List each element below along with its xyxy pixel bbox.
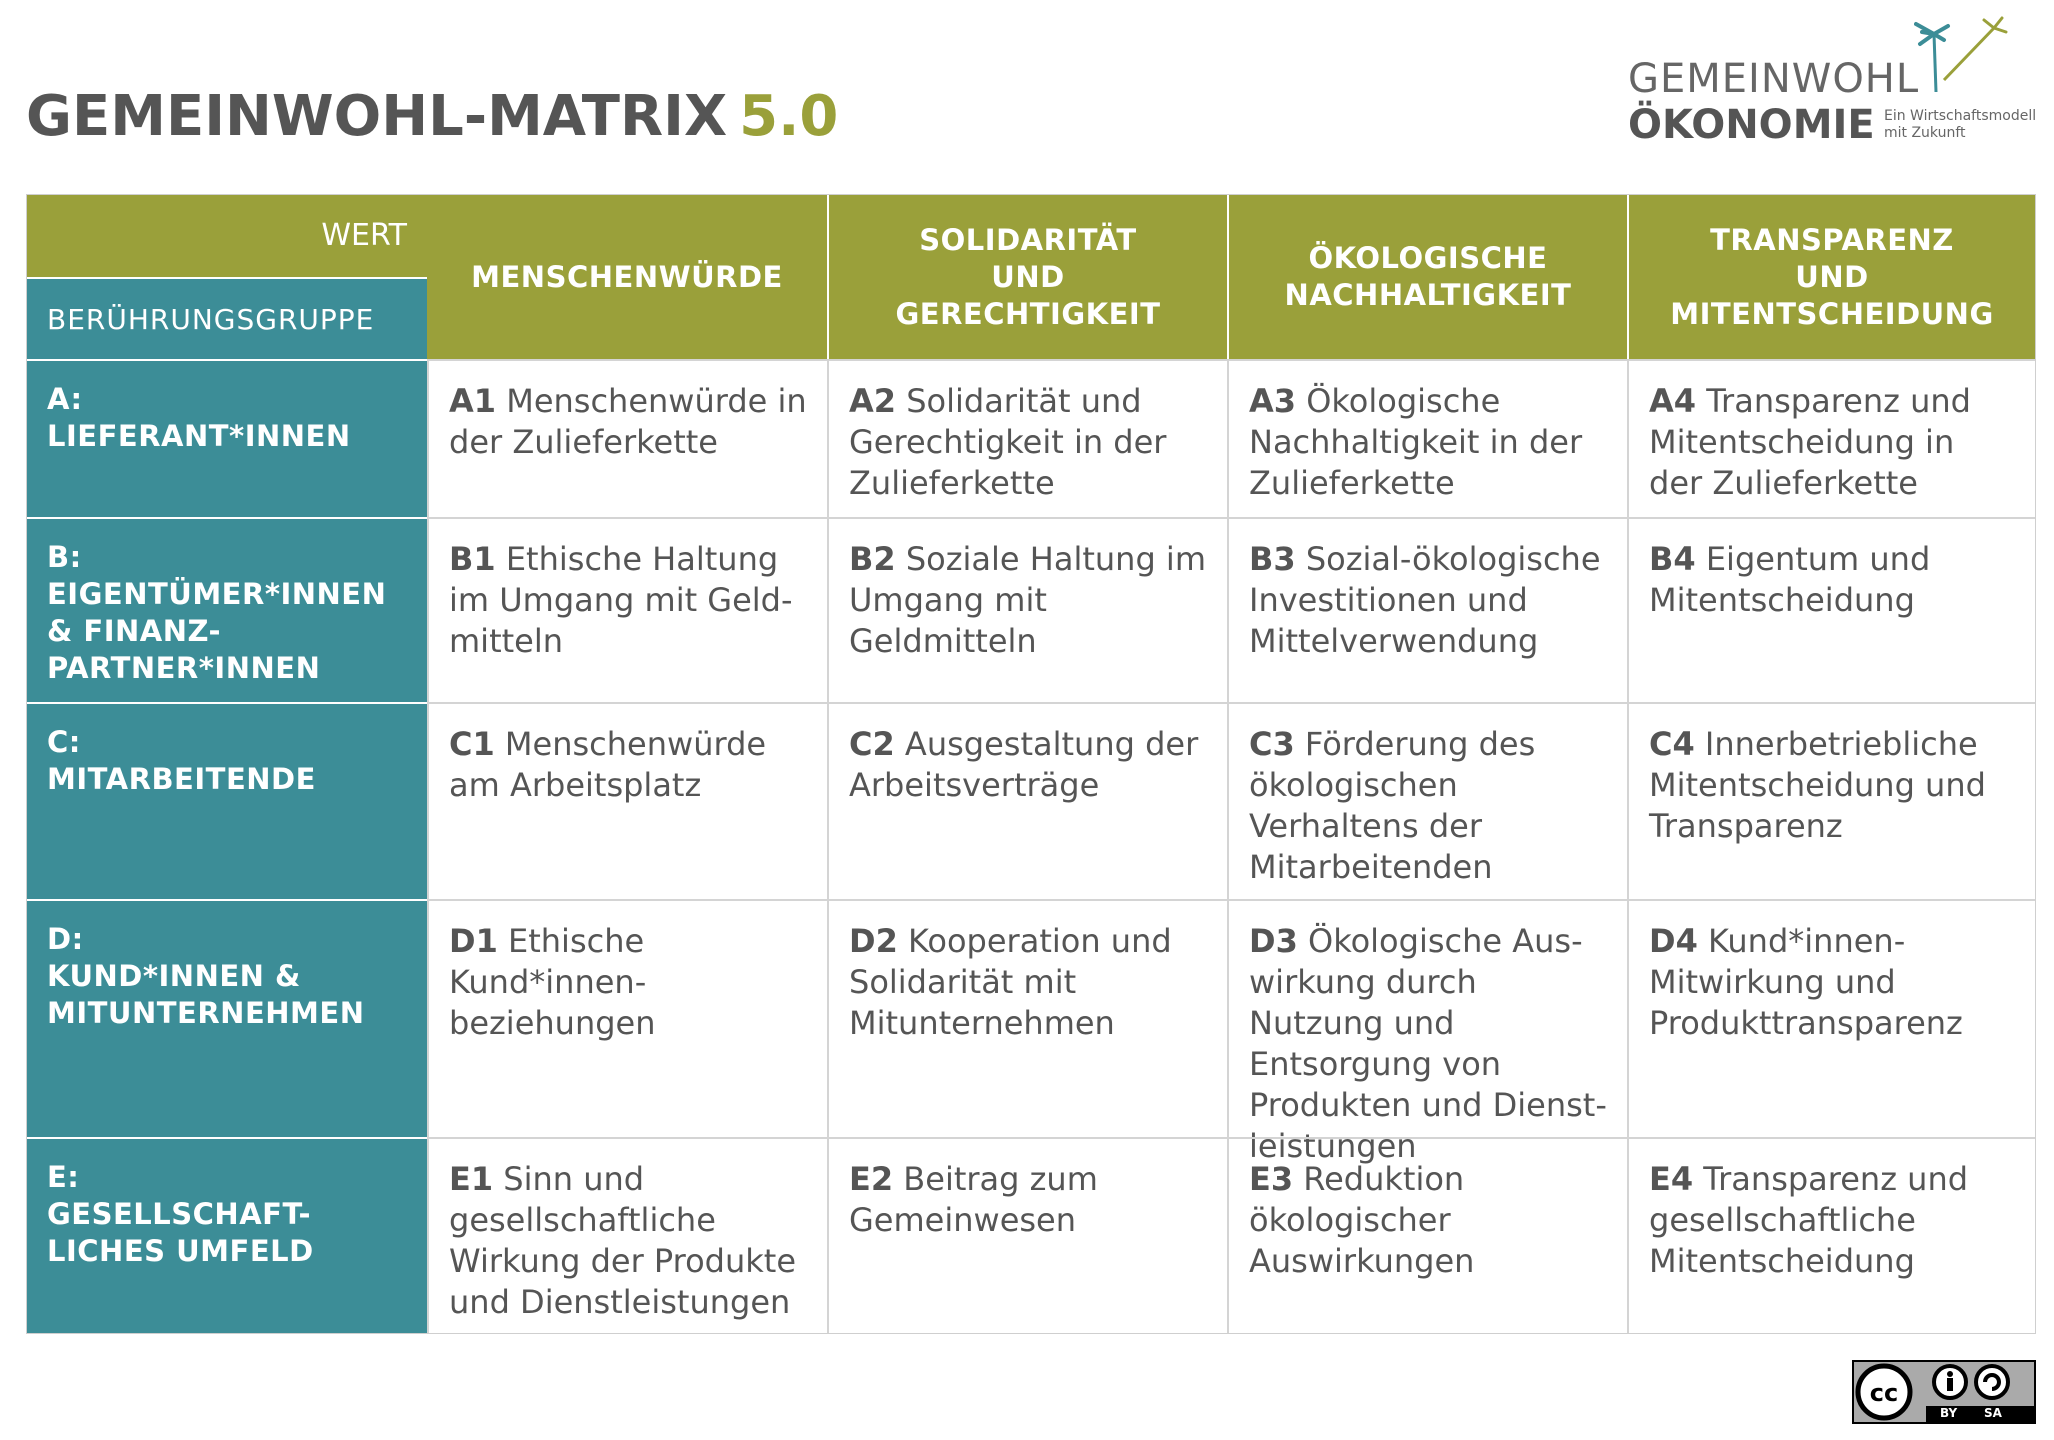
page-title (26, 84, 838, 149)
group-code: C: (47, 725, 81, 759)
cell-text: Menschenwürde in der Zulieferkette (449, 382, 807, 461)
group-row-header-e (27, 1137, 427, 1333)
cell-code: E4 (1649, 1160, 1694, 1198)
cell-code: E3 (1249, 1160, 1294, 1198)
value-header-4 (1627, 195, 2035, 359)
cell-text: Kooperation und Solidarität mit Mitunternehmen (849, 922, 1172, 1042)
group-code: A: (47, 382, 83, 416)
value-header-2 (827, 195, 1227, 359)
logo-tagline-2: mit Zukunft (1884, 125, 1966, 141)
group-label: LIEFERANT*INNEN (47, 419, 351, 453)
cell-text: Innerbetriebliche Mitentscheidung und Transparenz (1649, 725, 1986, 845)
group-label: GESELLSCHAFT-LICHES UMFELD (47, 1197, 314, 1268)
matrix-cell-d2 (827, 899, 1227, 1137)
cell-code: B1 (449, 540, 496, 578)
cell-text: Ökologische Nachhaltigkeit in der Zulieferkette (1249, 382, 1583, 502)
matrix-cell-d1 (427, 899, 827, 1137)
group-label: KUND*INNEN & MITUNTERNEHMEN (47, 959, 365, 1030)
value-header-label: SOLIDARITÄT UND GERECHTIGKEIT (895, 222, 1161, 331)
cc-by-sa-license-badge (1852, 1360, 2036, 1424)
cell-text: Transparenz und Mitentscheidung in der Zulieferkette (1649, 382, 1971, 502)
cell-code: B3 (1249, 540, 1296, 578)
matrix-cell-a1 (427, 359, 827, 517)
group-row-header-c (27, 702, 427, 899)
matrix-cell-a4 (1627, 359, 2035, 517)
cell-text: Sozial-ökologische Investitionen und Mittelverwendung (1249, 540, 1601, 660)
cell-text: Ethische Haltung im Umgang mit Geld-mitteln (449, 540, 793, 660)
group-label: MITARBEITENDE (47, 762, 316, 796)
matrix-cell-d3 (1227, 899, 1627, 1165)
gemeinwohl-logo (1628, 14, 2038, 154)
common-good-matrix (26, 194, 2036, 1334)
value-header-label: TRANSPARENZ UND MITENTSCHEIDUNG (1670, 222, 1994, 331)
value-header-label: MENSCHENWÜRDE (471, 259, 783, 294)
matrix-cell-b3 (1227, 517, 1627, 702)
logo-line2: ÖKONOMIE (1628, 102, 1875, 148)
cell-code: D3 (1249, 922, 1298, 960)
cell-code: D4 (1649, 922, 1698, 960)
matrix-cell-c2 (827, 702, 1227, 899)
cell-text: Eigentum und Mitentscheidung (1649, 540, 1931, 619)
logo-tagline-1: Ein Wirtschaftsmodell (1884, 108, 2037, 124)
group-label: EIGENTÜMER*INNEN & FINANZ-PARTNER*INNEN (47, 577, 387, 685)
logo-line1: GEMEINWOHL (1628, 56, 1920, 102)
cell-code: D2 (849, 922, 898, 960)
logo-tagline (1884, 108, 2036, 142)
group-code: D: (47, 922, 84, 956)
cell-text: Kund*innen-Mitwirkung und Produkttransparenz (1649, 922, 1963, 1042)
value-header-1 (427, 195, 827, 359)
cell-text: Reduktion ökologischer Auswirkungen (1249, 1160, 1475, 1280)
cell-code: C3 (1249, 725, 1295, 763)
cell-code: A3 (1249, 382, 1297, 420)
corner-group-label: BERÜHRUNGSGRUPPE (27, 277, 427, 359)
matrix-cell-c4 (1627, 702, 2035, 899)
license-sa: SA (1984, 1406, 2002, 1420)
cell-text: Förderung des ökologischen Verhaltens der Mitarbeitenden (1249, 725, 1536, 886)
matrix-cell-a3 (1227, 359, 1627, 517)
svg-text:cc: cc (1869, 1379, 1899, 1407)
cell-code: A2 (849, 382, 897, 420)
group-row-header-b (27, 517, 427, 702)
group-row-header-a (27, 359, 427, 517)
value-header-3 (1227, 195, 1627, 359)
cell-text: Ethische Kund*innen-beziehungen (449, 922, 656, 1042)
matrix-cell-e3 (1227, 1137, 1627, 1333)
cell-text: Transparenz und gesellschaftliche Mitentscheidung (1649, 1160, 1969, 1280)
cell-code: C4 (1649, 725, 1695, 763)
title-version: 5.0 (739, 84, 839, 149)
matrix-cell-c1 (427, 702, 827, 899)
matrix-cell-a2 (827, 359, 1227, 517)
group-row-header-d (27, 899, 427, 1137)
cell-text: Solidarität und Gerechtigkeit in der Zulieferkette (849, 382, 1167, 502)
license-by: BY (1940, 1406, 1958, 1420)
matrix-cell-e1 (427, 1137, 827, 1333)
matrix-cell-e2 (827, 1137, 1227, 1333)
cell-text: Menschenwürde am Arbeitsplatz (449, 725, 767, 804)
cell-text: Beitrag zum Gemeinwesen (849, 1160, 1098, 1239)
group-code: B: (47, 540, 82, 574)
cell-code: B2 (849, 540, 896, 578)
palm-tree-icon (1914, 14, 2010, 94)
cell-code: E2 (849, 1160, 894, 1198)
cell-text: Ökologische Aus-wirkung durch Nutzung und Entsorgung von Produkten und Dienst-leistungen (1249, 922, 1607, 1165)
cell-code: C2 (849, 725, 895, 763)
matrix-cell-e4 (1627, 1137, 2035, 1333)
cell-text: Sinn und gesellschaftliche Wirkung der Produkte und Dienstleistungen (449, 1160, 797, 1321)
cell-code: C1 (449, 725, 495, 763)
matrix-cell-c3 (1227, 702, 1627, 899)
cell-text: Ausgestaltung der Arbeitsverträge (849, 725, 1199, 804)
corner-value-label: WERT (27, 195, 427, 277)
title-text: GEMEINWOHL-MATRIX (26, 84, 728, 149)
cell-code: A4 (1649, 382, 1697, 420)
value-header-label: ÖKOLOGISCHE NACHHALTIGKEIT (1284, 241, 1572, 312)
matrix-cell-b4 (1627, 517, 2035, 702)
group-code: E: (47, 1160, 80, 1194)
cell-code: B4 (1649, 540, 1696, 578)
cell-code: D1 (449, 922, 498, 960)
cell-text: Soziale Haltung im Umgang mit Geldmitteln (849, 540, 1206, 660)
cell-code: A1 (449, 382, 497, 420)
cell-code: E1 (449, 1160, 494, 1198)
matrix-cell-d4 (1627, 899, 2035, 1137)
matrix-cell-b2 (827, 517, 1227, 702)
matrix-cell-b1 (427, 517, 827, 702)
